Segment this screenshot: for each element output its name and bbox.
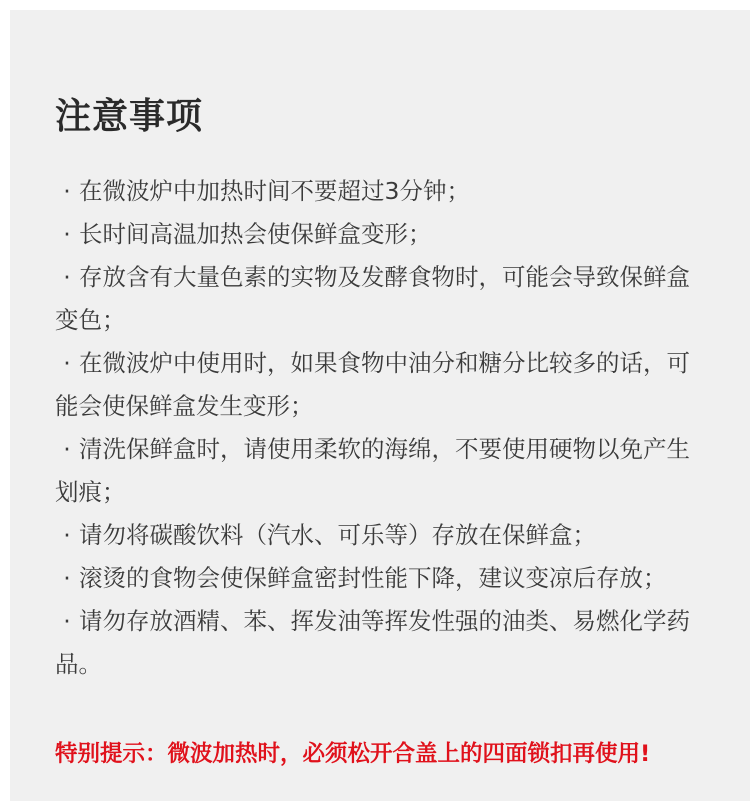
note-item [55, 428, 705, 514]
note-item [55, 170, 705, 213]
page-title: 注意事项 [55, 96, 204, 137]
bullet-dot: · [63, 564, 71, 592]
note-item [55, 514, 705, 557]
note-item [55, 342, 705, 428]
note-text: 存放含有大量色素的实物及发酵食物时，可能会导致保鲜盒变色； [55, 263, 690, 334]
content-panel [10, 10, 750, 801]
note-text: 滚烫的食物会使保鲜盒密封性能下降，建议变凉后存放； [79, 564, 667, 592]
bullet-dot: · [63, 349, 71, 377]
microwave-warning: 特别提示：微波加热时，必须松开合盖上的四面锁扣再使用! [55, 741, 651, 767]
bullet-dot: · [63, 220, 71, 248]
bullet-dot: · [63, 435, 71, 463]
note-text: 在微波炉中加热时间不要超过3分钟； [79, 177, 470, 205]
bullet-dot: · [63, 521, 71, 549]
note-text: 长时间高温加热会使保鲜盒变形； [79, 220, 432, 248]
notes-list [55, 170, 705, 686]
note-item [55, 600, 705, 686]
note-item [55, 256, 705, 342]
note-text: 请勿将碳酸饮料（汽水、可乐等）存放在保鲜盒； [79, 521, 596, 549]
bullet-dot: · [63, 607, 71, 635]
note-text: 请勿存放酒精、苯、挥发油等挥发性强的油类、易燃化学药品。 [55, 607, 690, 678]
note-text: 清洗保鲜盒时，请使用柔软的海绵，不要使用硬物以免产生划痕； [55, 435, 690, 506]
note-item [55, 213, 705, 256]
note-text: 在微波炉中使用时，如果食物中油分和糖分比较多的话，可能会使保鲜盒发生变形； [55, 349, 690, 420]
note-item [55, 557, 705, 600]
bullet-dot: · [63, 263, 71, 291]
bullet-dot: · [63, 177, 71, 205]
